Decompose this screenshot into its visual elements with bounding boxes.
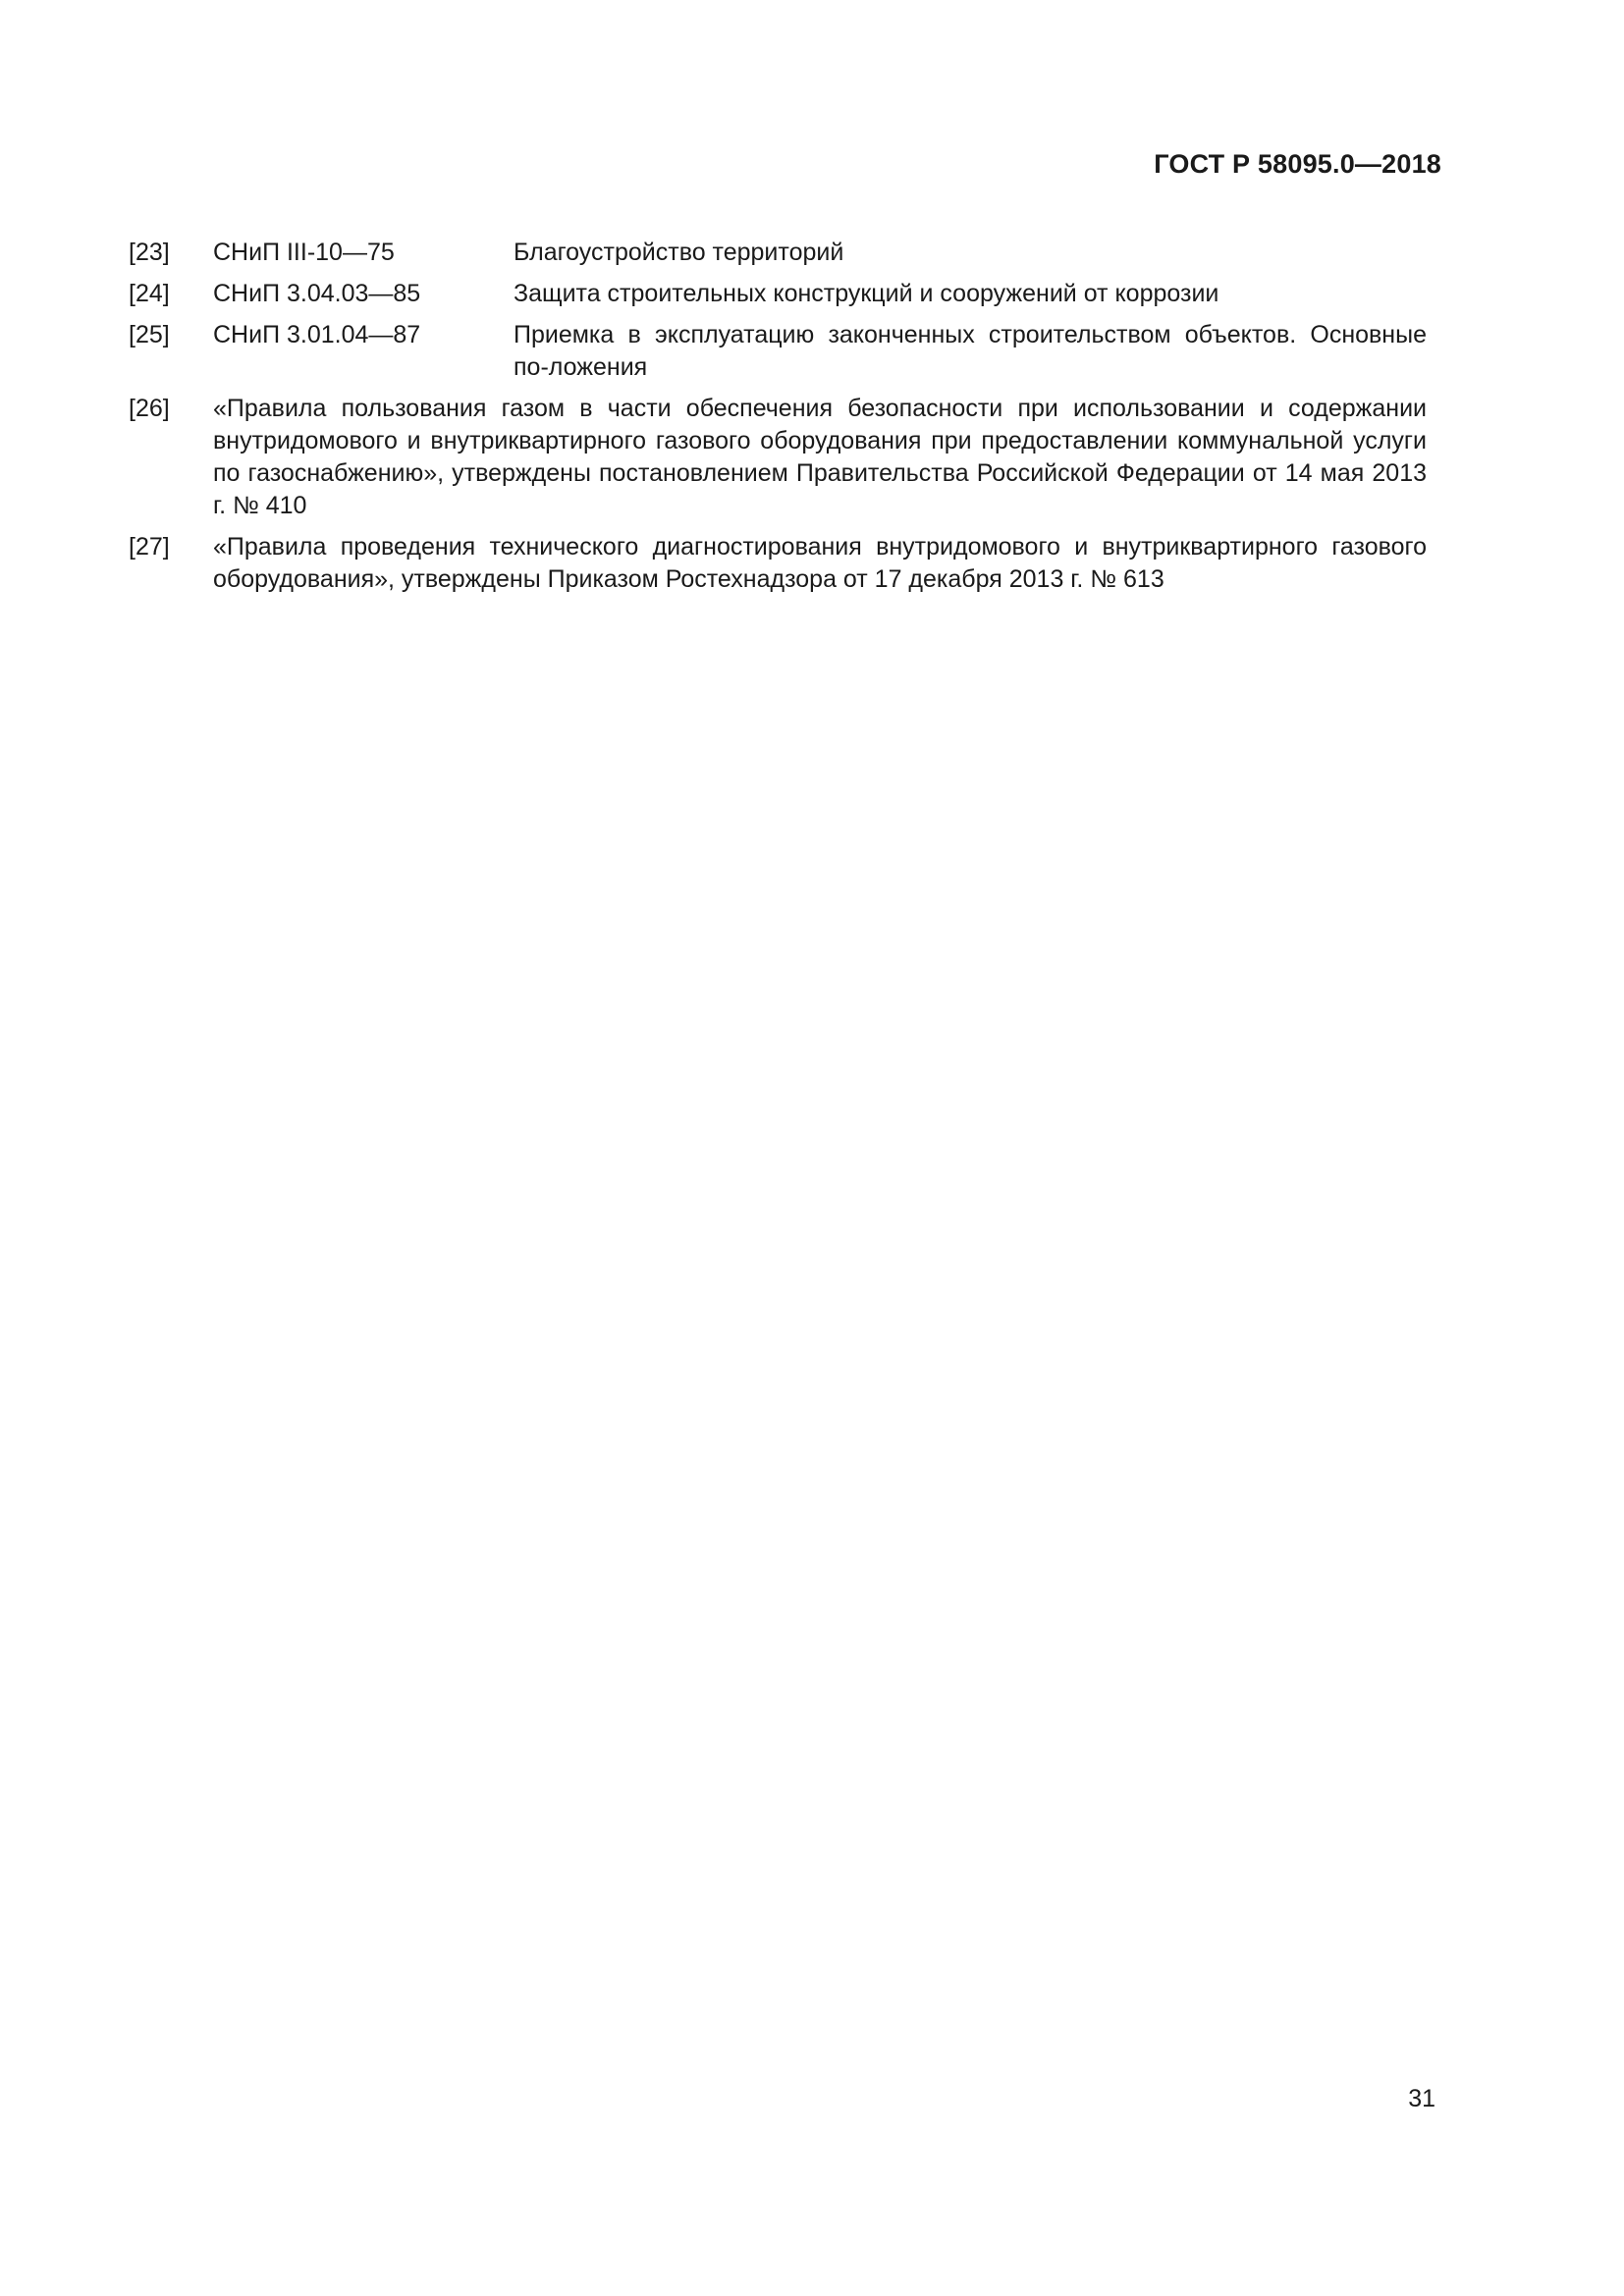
reference-text: «Правила пользования газом в части обеспечения безопасности при использовании и содержании внутридомового и внутриквартирного газового оборудования при предоставлении коммунальной услуги по газоснабжению», утверждены постановлением Правительства Российской Федерации от 14 мая 2013 г. № 410 [213,395,1427,519]
reference-title: Защита строительных конструкций и сооружений от коррозии [514,280,1219,307]
reference-number: [24] [129,280,170,307]
reference-title: Приемка в эксплуатацию законченных строительством объектов. Основные по-ложения [514,321,1427,381]
reference-item [129,393,1427,522]
reference-title: Благоустройство территорий [514,239,844,266]
reference-item [129,237,1427,269]
reference-code: СНиП 3.01.04—87 [213,321,421,348]
reference-number: [27] [129,533,170,561]
reference-number: [26] [129,395,170,422]
page-number: 31 [1408,2085,1435,2112]
reference-text: «Правила проведения технического диагностирования внутридомового и внутриквартирного газового оборудования», утверждены Приказом Ростехнадзора от 17 декабря 2013 г. № 613 [213,533,1427,593]
reference-code: СНиП 3.04.03—85 [213,280,421,307]
reference-item [129,319,1427,384]
reference-code: СНиП III-10—75 [213,239,395,266]
reference-item [129,278,1427,310]
document-standard-id: ГОСТ Р 58095.0—2018 [1154,149,1441,179]
reference-item [129,531,1427,596]
reference-number: [25] [129,321,170,348]
reference-number: [23] [129,239,170,266]
reference-list [129,237,1427,605]
